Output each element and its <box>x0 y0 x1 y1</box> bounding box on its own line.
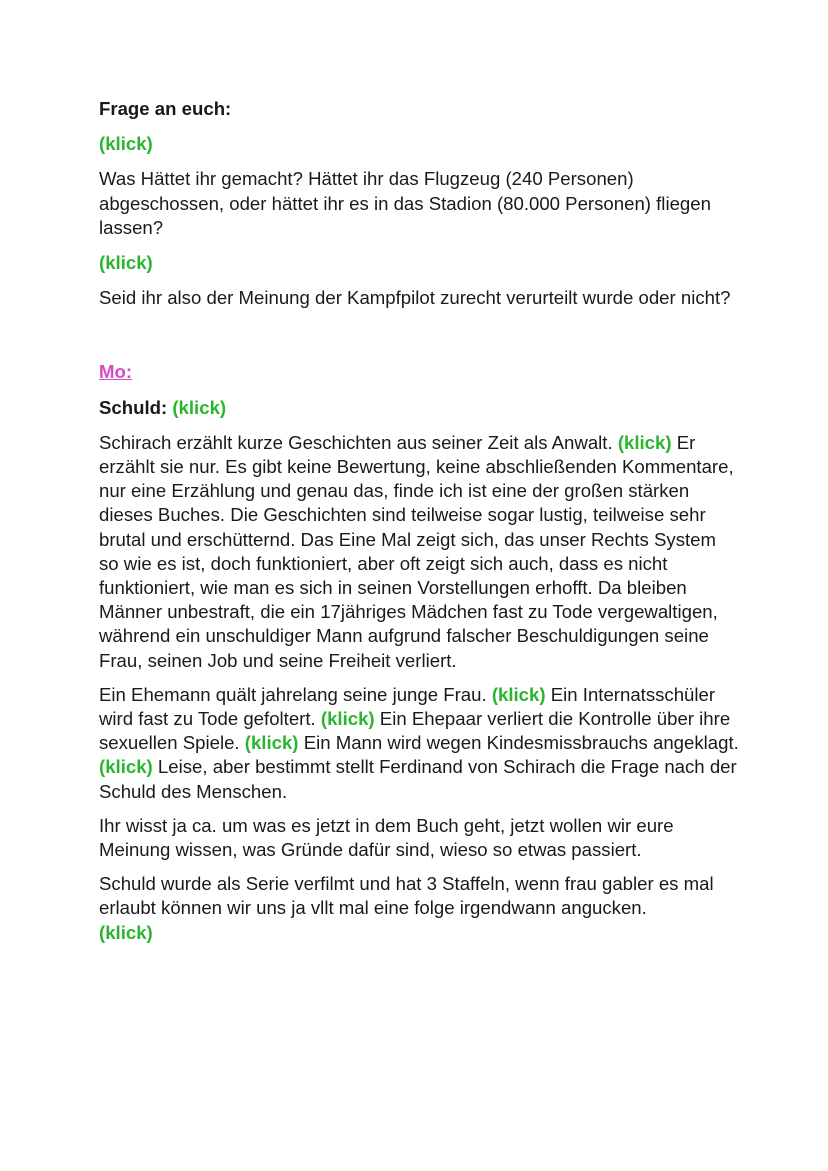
klick-marker: (klick) <box>99 921 153 943</box>
klick-marker: (klick) <box>99 133 153 155</box>
text-span: Er erzählt sie nur. Es gibt keine Bewertung, keine abschließenden Kommentare, nur eine Erzählung und genau das, finde ich ist eine der großen stärken dieses Buches. Die Geschichten sind teilweise sogar lustig, teilweise sehr brutal und erschütternd. Das Eine Mal zeigt sich, das unser Rechts System so wie es ist, doch funktioniert, aber oft zeigt sich auch, dass es nicht funktioniert, wie man es sich in seinen Vorstellungen erhofft. Da bleiben Männer unbestraft, die ein 17jähriges Mädchen fast zu Tode vergewaltigen, während ein unschuldiger Mann aufgrund falscher Beschuldigungen seine Frau, seinen Job und seine Freiheit verliert. <box>99 431 734 671</box>
paragraph-3: Ihr wisst ja ca. um was es jetzt in dem Buch geht, jetzt wollen wir eure Meinung wissen, was Gründe dafür sind, wieso so etwas passiert. <box>99 814 674 861</box>
paragraph-2 <box>99 683 739 804</box>
klick-marker: (klick) <box>99 756 153 778</box>
paragraph-4 <box>99 872 739 945</box>
paragraph-question: Was Hättet ihr gemacht? Hättet ihr das Flugzeug (240 Personen) abgeschossen, oder hättet ihr es in das Stadion (80.000 Personen) fliegen lassen? <box>99 168 711 238</box>
paragraph-question-2: Seid ihr also der Meinung der Kampfpilot zurecht verurteilt wurde oder nicht? <box>99 287 731 309</box>
document-body <box>99 97 739 945</box>
klick-marker: (klick) <box>320 708 375 730</box>
text-span: Ein Internatsschüler wird fast zu Tode gefoltert. <box>99 683 716 730</box>
text-span: Leise, aber bestimmt stellt Ferdinand von Schirach die Frage nach der Schuld des Menschen. <box>99 756 737 802</box>
klick-marker: (klick) <box>617 431 672 453</box>
section-heading-schuld <box>99 396 739 420</box>
klick-marker: (klick) <box>244 732 299 754</box>
klick-marker: (klick) <box>99 252 153 274</box>
text-span: Schirach erzählt kurze Geschichten aus seiner Zeit als Anwalt. <box>99 431 613 453</box>
heading-text: Schuld: <box>99 396 168 418</box>
klick-marker: (klick) <box>491 683 546 705</box>
paragraph-1 <box>99 431 739 673</box>
text-span: Ein Ehepaar verliert die Kontrolle über ihre sexuellen Spiele. <box>99 708 731 754</box>
speaker-label: Mo: <box>99 361 133 383</box>
text-span: Schuld wurde als Serie verfilmt und hat 3 Staffeln, wenn frau gabler es mal erlaubt können wir uns ja vllt mal eine folge irgendwann angucken. <box>99 873 714 919</box>
text-span: Ein Ehemann quält jahrelang seine junge Frau. <box>99 683 487 705</box>
klick-marker: (klick) <box>172 396 227 418</box>
text-span: Ein Mann wird wegen Kindesmissbrauchs angeklagt. <box>303 732 739 754</box>
section-heading-frage: Frage an euch: <box>99 98 232 119</box>
